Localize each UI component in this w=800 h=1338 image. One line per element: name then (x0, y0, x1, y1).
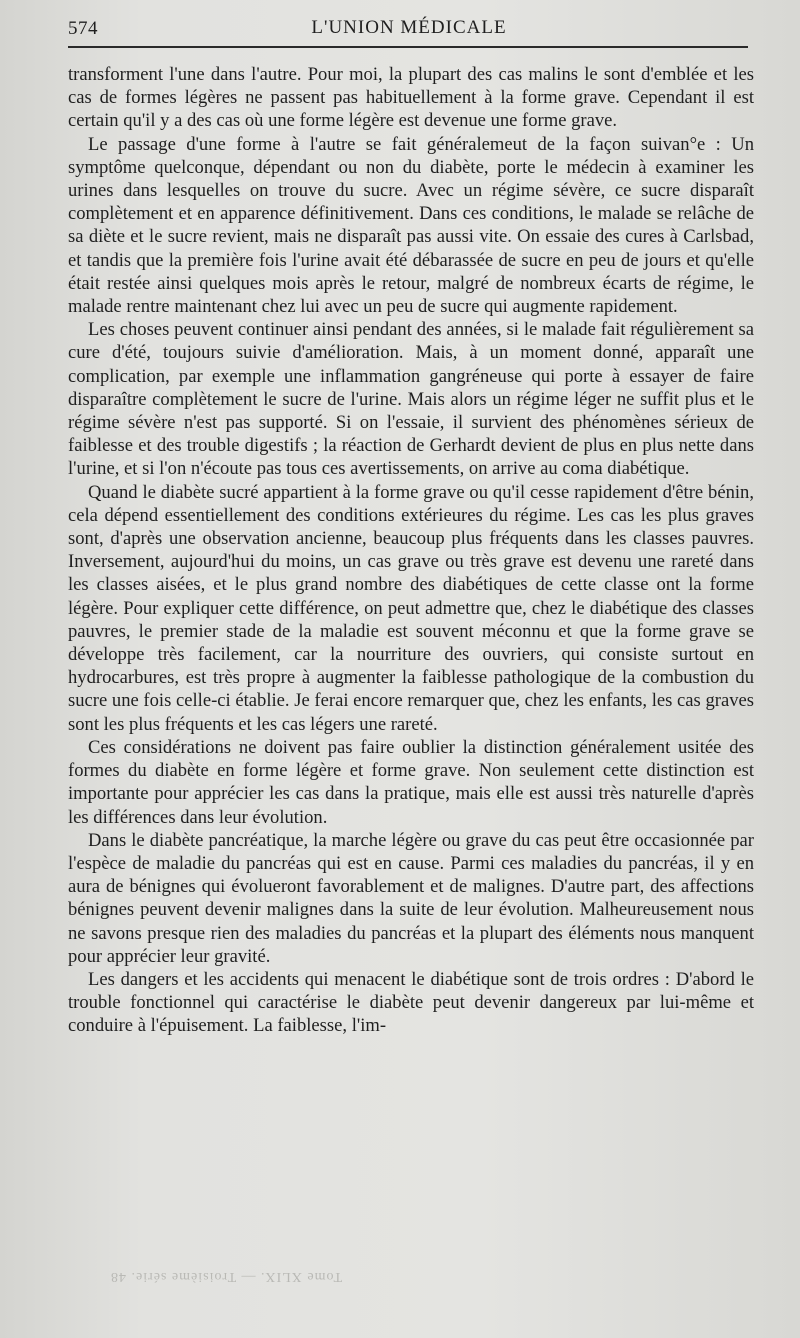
bleed-through-footer: Tome XLIX. — Troisième série. 48 (110, 1269, 343, 1284)
paragraph-2: Le passage d'une forme à l'autre se fait généralemeut de la façon suivan°e : Un symptôme quelconque, dépendant ou non du diabète, porte le médecin à examiner les urines dans lesquelles on trouve du sucre. Avec un régime sévère, ce sucre disparaît complètement et en apparence définitivement. Dans ces conditions, le malade se relâche de sa diète et le sucre revient, mais ne disparaît pas aussi vite. On essaie des cures à Carlsbad, et tandis que la première fois l'urine avait été débarassée de sucre en peu de jours et qu'elle était restée ainsi quelques mois après le retour, malgré de nombreux écarts de régime, le malade rentre maintenant chez lui avec un peu de sucre qui augmente rapidement. (68, 133, 754, 318)
paragraph-5: Ces considérations ne doivent pas faire oublier la distinction généralement usitée des formes du diabète en forme légère et forme grave. Non seulement cette distinction est importante pour apprécier les cas dans la pratique, mais elle est aussi très naturelle d'après les différences dans leur évolution. (68, 736, 754, 828)
paragraph-1: transforment l'une dans l'autre. Pour moi, la plupart des cas malins le sont d'emblée et les cas de formes légères ne passent pas habituellement à la forme grave. Cependant il est certain qu'il y a des cas où une forme légère est devenue une forme grave. (68, 64, 754, 132)
paragraph-3: Les choses peuvent continuer ainsi pendant des années, si le malade fait régulièrement sa cure d'été, toujours suivie d'amélioration. Mais, à un moment donné, apparaît une complication, par exemple une inflammation gangréneuse qui porte à essayer de faire disparaître complètement le sucre de l'urine. Mais alors un régime léger ne suffit plus et le régime sévère n'est pas supporté. Si on l'essaie, il survient des phénomènes sérieux de faiblesse et des trouble digestifs ; la réaction de Gerhardt devient de plus en plus nette dans l'urine, et si l'on n'écoute pas tous ces avertissements, on arrive au coma diabétique. (68, 319, 754, 480)
page-header (68, 14, 750, 44)
page-number: 574 (68, 18, 98, 39)
paragraph-4: Quand le diabète sucré appartient à la forme grave ou qu'il cesse rapidement d'être bénin, cela dépend essentiellement des conditions extérieures du régime. Les cas les plus graves sont, d'après une observation ancienne, beaucoup plus fréquents dans les classes pauvres. Inversement, aujourd'hui du moins, un cas grave ou très grave est devenu une rareté dans les classes aisées, et le plus grand nombre des diabétiques de cette classe ont la forme légère. Pour expliquer cette différence, on peut admettre que, chez le diabétique des classes pauvres, le premier stade de la maladie est souvent méconnu et que la forme grave se développe très facilement, car la nourriture des ouvriers, qui consiste surtout en hydrocarbures, est très propre à augmenter la faiblesse pathologique de la combustion du sucre une fois celle-ci établie. Je ferai encore remarquer que, chez les enfants, les cas graves sont les plus fréquents et les cas légers une rareté. (68, 481, 754, 735)
running-title: L'UNION MÉDICALE (311, 17, 507, 38)
paragraph-7: Les dangers et les accidents qui menacent le diabétique sont de trois ordres : D'abord le trouble fonctionnel qui caractérise le diabète peut devenir dangereux par lui-même et conduire à l'épuisement. La faiblesse, l'im- (68, 968, 754, 1037)
header-rule (68, 46, 748, 48)
paragraph-6: Dans le diabète pancréatique, la marche légère ou grave du cas peut être occasionnée par l'espèce de maladie du pancréas qui est en cause. Parmi ces maladies du pancréas, il y en aura de bénignes qui évolueront favorablement et de malignes. D'autre part, des affections bénignes peuvent devenir malignes dans la suite de leur évolution. Malheureusement nous ne savons presque rien des maladies du pancréas et la plupart des éléments nous manquent pour apprécier leur gravité. (68, 829, 754, 967)
body-text (68, 63, 754, 1038)
